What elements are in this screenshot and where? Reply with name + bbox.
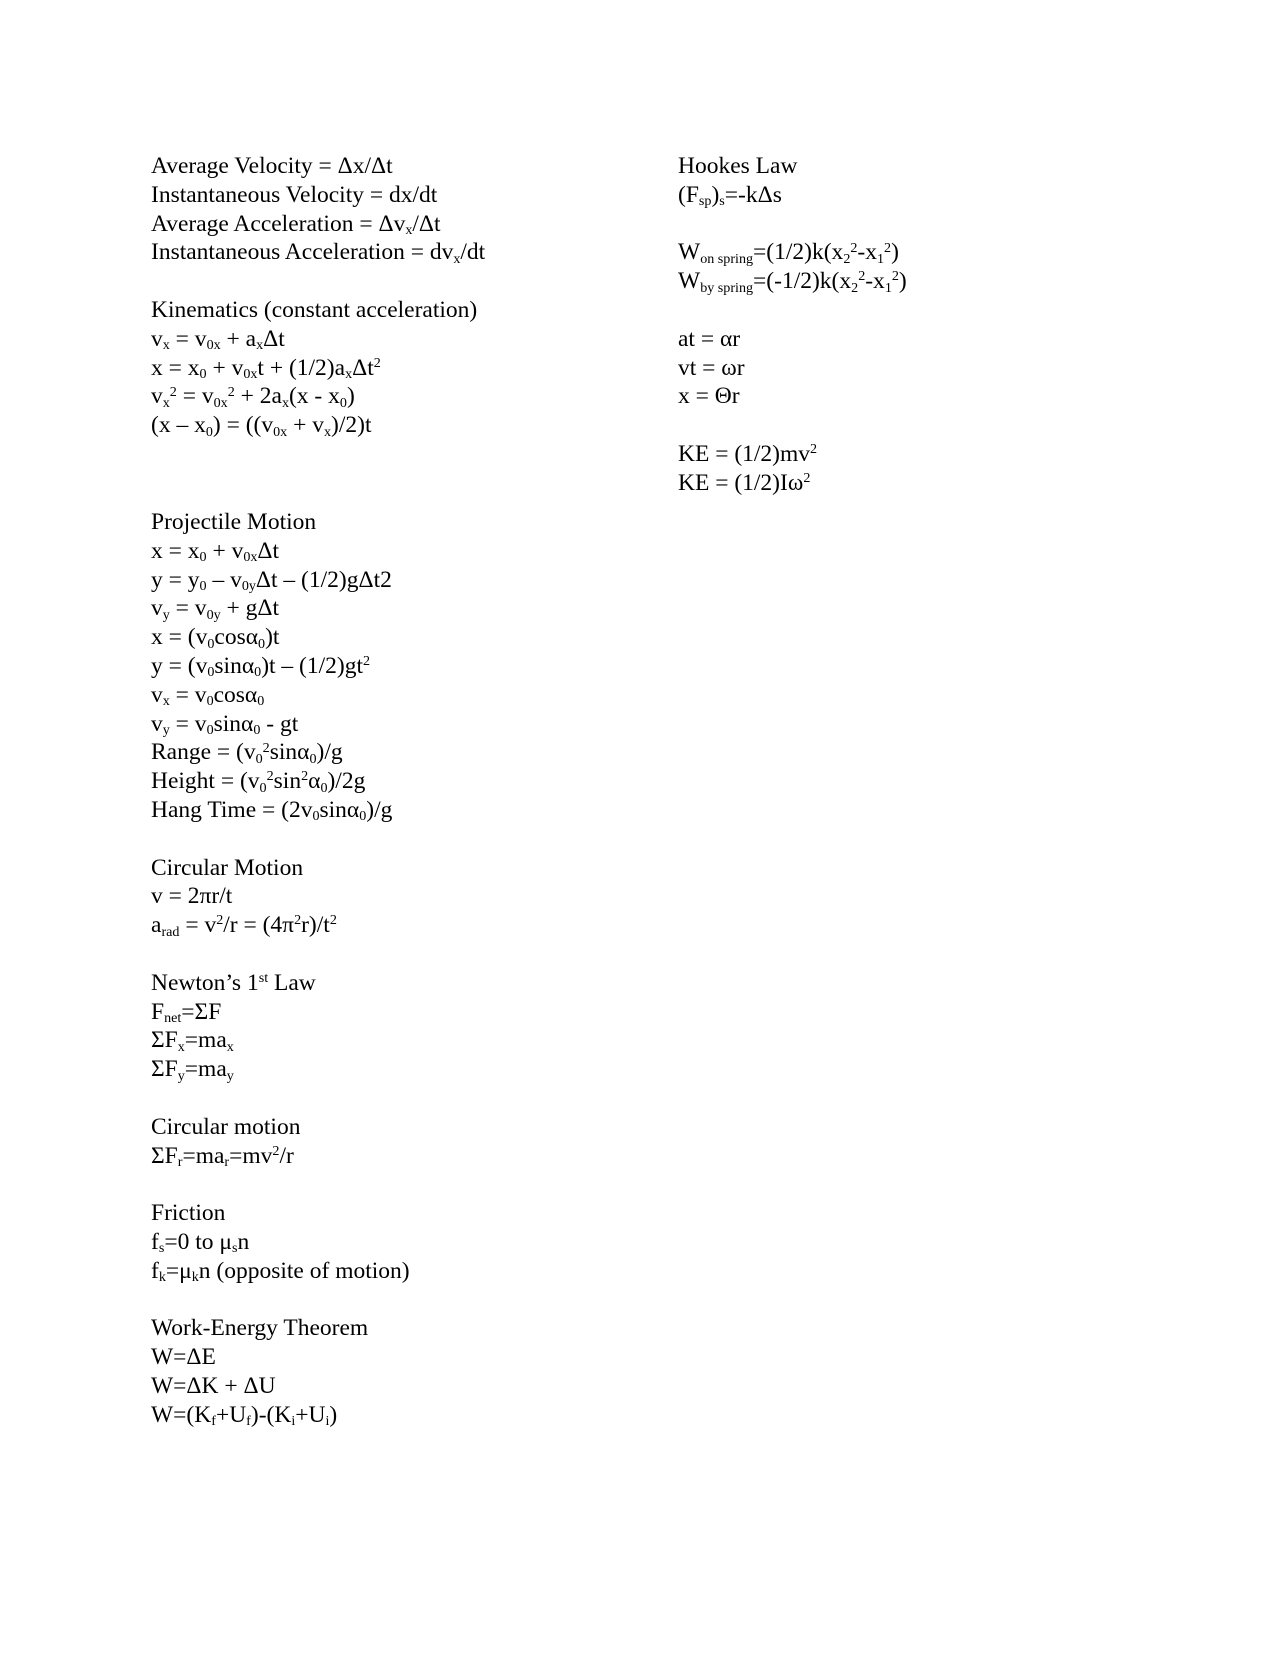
subscript: on spring [700, 250, 754, 267]
subscript: i [291, 1413, 296, 1430]
subscript: 0 [206, 722, 214, 739]
section-work-energy [151, 1314, 651, 1429]
formula-line [151, 738, 651, 767]
formula-text: x = x [151, 354, 200, 381]
right-column [678, 152, 1198, 498]
subscript: x [323, 423, 332, 440]
formula-text: Δt [263, 325, 285, 352]
section-hookes [678, 152, 1198, 210]
formula-text: cosα [213, 681, 258, 708]
subscript: x [345, 366, 353, 383]
formula-text: v = 2πr/t [151, 883, 233, 910]
section-kinetic-energy [678, 440, 1198, 498]
subscript: 0 [359, 808, 367, 825]
formula-text: - gt [260, 710, 299, 737]
section-circular-force [151, 1113, 651, 1171]
formula-line [151, 537, 651, 566]
formula-text: KE = (1/2)mv [678, 440, 811, 467]
formula-text: y = (v [151, 652, 208, 679]
formula-text: sinα [214, 652, 255, 679]
formula-line [151, 1372, 651, 1401]
subscript: i [325, 1413, 330, 1430]
section-heading [151, 969, 651, 998]
subscript: 0 [259, 779, 267, 796]
superscript: 2 [891, 268, 899, 285]
subscript: y [177, 1067, 185, 1084]
section-heading [151, 1113, 651, 1142]
formula-line [678, 469, 1198, 498]
formula-line [678, 440, 1198, 469]
formula-text: Hookes Law [678, 153, 798, 179]
section-heading [151, 1314, 651, 1343]
section-gap [151, 825, 651, 854]
subscript: x [162, 693, 170, 710]
formula-text: W [678, 268, 701, 295]
formula-text: )-(K [250, 1401, 292, 1428]
section-gap [151, 267, 651, 296]
formula-text: + 2a [234, 383, 282, 410]
section-heading [151, 1199, 651, 1228]
formula-text: n (opposite of motion) [198, 1257, 410, 1284]
superscript: 2 [266, 768, 274, 785]
formula-text: /r [279, 1142, 294, 1169]
formula-text: =ma [184, 1027, 227, 1054]
formula-line [151, 382, 651, 411]
formula-text: )/g [316, 739, 343, 766]
formula-text: = v [169, 681, 207, 708]
formula-text: (x – x [151, 412, 206, 439]
subscript: x [256, 337, 264, 354]
formula-line [151, 1343, 651, 1372]
section-circular [151, 854, 651, 940]
subscript: by spring [700, 279, 754, 296]
formula-text: + a [220, 325, 257, 352]
formula-line [678, 382, 1198, 411]
formula-line [151, 623, 651, 652]
formula-text: f [151, 1257, 159, 1284]
formula-text: v [151, 710, 163, 737]
formula-text: + v [206, 537, 244, 564]
superscript: 2 [294, 912, 302, 929]
formula-line [151, 1228, 651, 1257]
left-column [151, 152, 651, 1429]
formula-text: x = (v [151, 624, 208, 651]
formula-text: = v [169, 325, 207, 352]
section-gap [678, 210, 1198, 239]
formula-text: n [237, 1228, 250, 1255]
subscript: x [453, 250, 461, 267]
superscript: 2 [884, 239, 892, 256]
subscript: 0 [207, 664, 215, 681]
subscript: 2 [843, 250, 851, 267]
formula-text: Δt – (1/2)gΔt2 [255, 566, 392, 593]
superscript: 2 [810, 441, 818, 458]
formula-text: Instantaneous Acceleration = dv [151, 239, 454, 266]
formula-text: vt = ωr [678, 354, 745, 381]
section-gap [678, 296, 1198, 325]
formula-line [151, 411, 651, 440]
formula-text: = v [176, 383, 214, 410]
subscript: 0x [213, 394, 228, 411]
formula-text: =(1/2)k(x [753, 239, 844, 266]
formula-line [151, 911, 651, 940]
formula-text: /dt [460, 239, 486, 266]
subscript: 2 [851, 279, 859, 296]
formula-text: a [151, 912, 162, 939]
superscript: 2 [803, 470, 811, 487]
section-gap [151, 1084, 651, 1113]
formula-text: (F [678, 181, 699, 208]
subscript: 0x [243, 549, 258, 566]
formula-text: +U [295, 1401, 326, 1428]
superscript: 2 [329, 912, 337, 929]
formula-text: W=(K [151, 1401, 212, 1428]
subscript: 1 [884, 279, 892, 296]
subscript: x [162, 337, 170, 354]
section-friction [151, 1199, 651, 1285]
section-heading [678, 152, 1198, 181]
formula-line [151, 210, 651, 239]
formula-text: W [678, 239, 701, 266]
section-kinematics [151, 296, 651, 440]
subscript: 0 [258, 635, 266, 652]
section-gap [151, 1285, 651, 1314]
formula-text: ΣF [151, 1056, 178, 1083]
subscript: f [246, 1413, 251, 1430]
formula-text: W=ΔK + ΔU [151, 1372, 276, 1399]
formula-text: -x [865, 268, 885, 295]
formula-line [678, 267, 1198, 296]
formula-line [151, 238, 651, 267]
formula-text: Δt [352, 354, 374, 381]
superscript: 2 [373, 354, 381, 371]
formula-text: sin [273, 768, 302, 795]
subscript: 0 [199, 578, 207, 595]
subscript: s [158, 1240, 165, 1257]
formula-text: ΣF [151, 1027, 178, 1054]
formula-text: ) [891, 239, 899, 266]
formula-text: + gΔt [220, 595, 280, 622]
formula-text: at = αr [678, 325, 741, 352]
formula-line [151, 998, 651, 1027]
subscript: 0 [199, 549, 207, 566]
formula-text: f [151, 1228, 159, 1255]
section-rotational [678, 325, 1198, 411]
section-gap [151, 1170, 651, 1199]
formula-line [151, 882, 651, 911]
formula-text: )/2)t [331, 412, 372, 439]
subscript: x [226, 1038, 234, 1055]
formula-text: (x - x [288, 383, 340, 410]
subscript: 0x [273, 423, 288, 440]
formula-text: =ma [182, 1142, 225, 1169]
formula-text: F [151, 998, 165, 1025]
subscript: x [177, 1038, 185, 1055]
formula-text: Projectile Motion [151, 508, 317, 535]
formula-text: ) [711, 181, 720, 208]
formula-text: Hang Time = (2v [151, 796, 313, 823]
formula-line [151, 1142, 651, 1171]
formula-text: α [308, 768, 321, 795]
superscript: 2 [850, 239, 858, 256]
formula-line [151, 354, 651, 383]
formula-text: v [151, 595, 163, 622]
superscript: 2 [262, 739, 270, 756]
formula-text: t + (1/2)a [257, 354, 346, 381]
formula-text: Range = (v [151, 739, 256, 766]
formula-text: + v [206, 354, 244, 381]
formula-text: /r = (4π [223, 912, 295, 939]
section-gap [151, 440, 651, 508]
formula-line [151, 652, 651, 681]
formula-text: =ma [184, 1056, 227, 1083]
formula-text: =μ [165, 1257, 192, 1284]
superscript: st [258, 969, 269, 986]
formula-text: = v [169, 710, 207, 737]
formula-text: ) = ((v [212, 412, 274, 439]
subscript: 0 [205, 423, 213, 440]
formula-text: ΣF [151, 1142, 178, 1169]
subscript: 0 [253, 722, 261, 739]
formula-text: =(-1/2)k(x [753, 268, 852, 295]
superscript: 2 [301, 768, 309, 785]
section-heading [151, 296, 651, 325]
superscript: 2 [272, 1142, 280, 1159]
formula-text: =0 to μ [164, 1228, 232, 1255]
formula-line [151, 1055, 651, 1084]
formula-text: cosα [214, 624, 259, 651]
formula-text: KE = (1/2)Iω [678, 469, 804, 496]
formula-text: Law [268, 969, 316, 996]
subscript: k [191, 1269, 199, 1286]
formula-line [151, 1401, 651, 1430]
subscript: y [162, 722, 170, 739]
formula-text: =mv [229, 1142, 273, 1169]
subscript: s [719, 193, 725, 210]
section-velocity [151, 152, 651, 267]
superscript: 2 [858, 268, 866, 285]
section-projectile [151, 508, 651, 825]
formula-line [151, 796, 651, 825]
formula-text: W=ΔE [151, 1344, 216, 1371]
subscript: 0 [199, 366, 207, 383]
superscript: 2 [363, 653, 371, 670]
formula-text: v [151, 383, 163, 410]
subscript: 0x [206, 337, 221, 354]
subscript: 0 [309, 750, 317, 767]
subscript: sp [698, 193, 712, 210]
formula-line [678, 325, 1198, 354]
section-spring-work [678, 238, 1198, 296]
formula-line [151, 566, 651, 595]
formula-line [678, 354, 1198, 383]
subscript: x [162, 394, 170, 411]
subscript: 0 [254, 664, 262, 681]
formula-text: Instantaneous Velocity = dx/dt [151, 181, 438, 208]
subscript: net [164, 1010, 182, 1027]
formula-text: sinα [213, 710, 254, 737]
formula-text: )t – (1/2)gt [261, 652, 364, 679]
formula-text: ) [329, 1401, 338, 1428]
subscript: 0x [243, 366, 258, 383]
formula-text: + v [287, 412, 324, 439]
formula-text: =ΣF [181, 998, 222, 1025]
formula-line [151, 325, 651, 354]
formula-line [151, 681, 651, 710]
formula-text: Friction [151, 1200, 226, 1227]
subscript: 0 [206, 693, 214, 710]
formula-text: -x [857, 239, 877, 266]
subscript: r [177, 1154, 183, 1171]
formula-text: Average Acceleration = Δv [151, 210, 406, 237]
formula-text: Average Velocity = Δx/Δt [151, 153, 393, 179]
formula-text: Kinematics (constant acceleration) [151, 296, 478, 323]
formula-text: Circular Motion [151, 854, 304, 881]
subscript: 0 [339, 394, 347, 411]
subscript: 0y [206, 606, 221, 623]
formula-text: =-kΔs [724, 181, 782, 208]
formula-line [151, 1257, 651, 1286]
superscript: 2 [227, 383, 235, 400]
formula-text: v [151, 325, 163, 352]
formula-line [151, 1026, 651, 1055]
subscript: y [226, 1067, 234, 1084]
section-newton [151, 969, 651, 1084]
subscript: 0 [257, 693, 265, 710]
superscript: 2 [216, 912, 224, 929]
formula-text: +U [215, 1401, 247, 1428]
formula-text: x = x [151, 537, 200, 564]
subscript: x [281, 394, 289, 411]
formula-text: Newton’s 1 [151, 969, 259, 996]
subscript: f [211, 1413, 216, 1430]
superscript: 2 [169, 383, 177, 400]
formula-text: )/2g [327, 768, 366, 795]
formula-text: Δt [257, 537, 280, 564]
subscript: 0 [312, 808, 320, 825]
formula-line [151, 594, 651, 623]
formula-text: – v [206, 566, 242, 593]
formula-line [678, 238, 1198, 267]
formula-text: = v [179, 912, 217, 939]
formula-text: )t [265, 624, 280, 651]
subscript: r [224, 1154, 230, 1171]
section-heading [151, 854, 651, 883]
subscript: 0 [320, 779, 328, 796]
section-gap [151, 940, 651, 969]
formula-text: /Δt [412, 210, 441, 237]
formula-line [678, 181, 1198, 210]
subscript: rad [161, 923, 180, 940]
subscript: 0 [255, 750, 263, 767]
formula-text: ) [898, 268, 907, 295]
formula-text: ) [346, 383, 355, 410]
formula-text: sinα [269, 739, 310, 766]
formula-line [151, 710, 651, 739]
formula-text: v [151, 681, 163, 708]
formula-text: Height = (v [151, 768, 260, 795]
subscript: 1 [876, 250, 885, 267]
formula-text: x = Θr [678, 383, 740, 410]
subscript: x [405, 222, 413, 239]
formula-text: r)/t [301, 912, 330, 939]
subscript: 0 [207, 635, 215, 652]
formula-text: )/g [366, 796, 393, 823]
section-heading [151, 508, 651, 537]
formula-text: Work-Energy Theorem [151, 1315, 369, 1342]
subscript: k [158, 1269, 166, 1286]
formula-line [151, 152, 651, 181]
subscript: y [162, 606, 170, 623]
formula-text: y = y [151, 566, 200, 593]
formula-text: sinα [319, 796, 360, 823]
formula-line [151, 767, 651, 796]
formula-line [151, 181, 651, 210]
subscript: s [231, 1240, 238, 1257]
formula-text: Circular motion [151, 1113, 301, 1140]
formula-text: = v [169, 595, 207, 622]
subscript: 0y [241, 578, 256, 595]
section-gap [678, 411, 1198, 440]
